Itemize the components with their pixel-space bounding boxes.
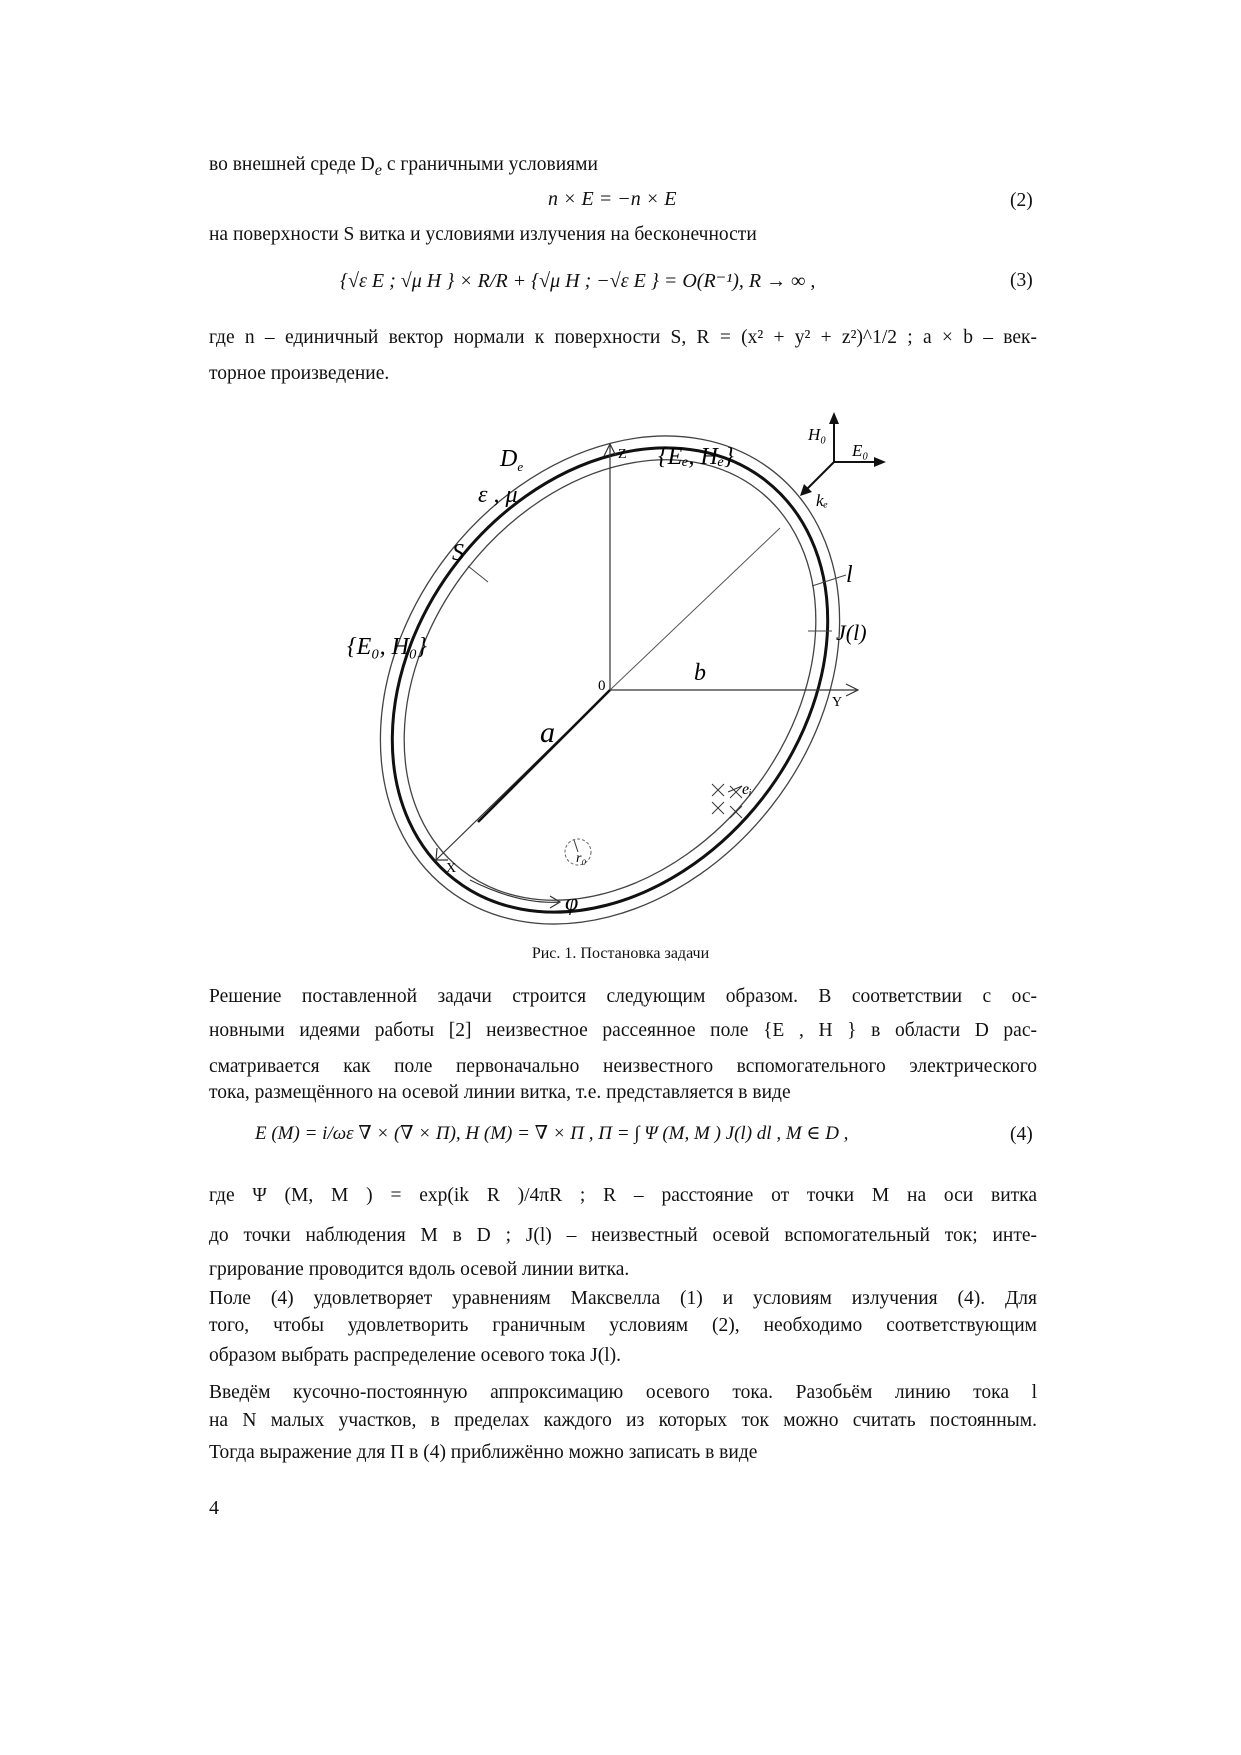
radius-a — [478, 690, 610, 822]
axial-line — [330, 410, 910, 925]
k-vector — [806, 462, 834, 490]
label-eehe: {Eₑ, Hₑ} — [658, 444, 734, 470]
p1-tail: с граничными условиями — [381, 154, 598, 175]
text-line-p4-1: Решение поставленной задачи строится следующим образом. В соответствии с ос- — [209, 986, 1037, 1007]
figure-caption: Рис. 1. Постановка задачи — [531, 945, 710, 962]
text-line-p6-3: образом выбрать распределение осевого тока J(l). — [209, 1345, 622, 1366]
label-e0h0: {E₀, H₀} — [347, 634, 427, 660]
label-de: $D_e$ — [500, 446, 524, 474]
text-line-p1 — [209, 152, 598, 183]
text-line-p2: на поверхности S витка и условиями излучения на бесконечности — [209, 224, 757, 245]
l-leader — [812, 575, 846, 586]
loop-rings — [330, 410, 910, 925]
label-origin: 0 — [598, 678, 606, 694]
label-j: J(l) — [836, 620, 867, 645]
ei-marker — [712, 784, 742, 818]
label-h0: H₀ — [808, 425, 827, 444]
label-s: S — [452, 540, 464, 566]
text-line-p3-1: где n – единичный вектор нормали к поверхности S, R = (x² + y² + z²)^1/2 ; a × b – век- — [209, 327, 1037, 348]
page-number: 4 — [209, 1497, 219, 1519]
text-line-p4-3: сматривается как поле первоначально неизвестного вспомогательного электрического — [209, 1056, 1037, 1077]
s-leader — [468, 566, 488, 582]
label-y: Y — [832, 695, 843, 710]
label-eps-mu: ε , μ — [478, 482, 518, 508]
equation-2: n × E = −n × E — [548, 188, 677, 210]
surface-inner — [330, 410, 901, 925]
equation-4: E (M) = i/ωε ∇ × (∇ × Π), H (M) = ∇ × Π , Π = ∫ Ψ (M, M ) J(l) dl , M ∈ D , — [255, 1123, 849, 1144]
equation-4-number: (4) — [1010, 1124, 1033, 1145]
p1-text: во внешней среде D — [209, 154, 375, 175]
e0-arrowhead — [874, 457, 886, 467]
label-ke: kₑ — [816, 491, 829, 510]
text-line-p7-1: Введём кусочно-постоянную аппроксимацию осевого тока. Разобьём линию тока l — [209, 1382, 1037, 1403]
text-line-p3-2: торное произведение. — [209, 363, 390, 384]
text-line-p4-2: новными идеями работы [2] неизвестное рассеянное поле {E , H } в области D рас- — [209, 1020, 1037, 1041]
text-line-p4-4: тока, размещённого на осевой линии витка, т.е. представляется в виде — [209, 1082, 791, 1103]
label-b: b — [694, 660, 706, 686]
figure-loop — [330, 410, 910, 925]
text-line-p5-1: где Ψ (M, M ) = exp(ik R )/4πR ; R – расстояние от точки M на оси витка — [209, 1185, 1037, 1206]
equation-2-number: (2) — [1010, 190, 1033, 211]
label-x: X — [446, 861, 457, 876]
label-z: Z — [618, 447, 627, 462]
equation-3-number: (3) — [1010, 270, 1033, 291]
text-line-p5-3: грирование проводится вдоль осевой линии витка. — [209, 1259, 630, 1280]
text-line-p6-2: того, чтобы удовлетворить граничным условиям (2), необходимо соответствующим — [209, 1315, 1037, 1336]
equation-3: {√ε E ; √μ H } × R/R + {√μ H ; −√ε E } = O(R⁻¹), R → ∞ , — [340, 270, 816, 292]
text-line-p6-1: Поле (4) удовлетворяет уравнениям Максвелла (1) и условиям излучения (4). Для — [209, 1288, 1037, 1309]
label-r0: r₀ — [576, 851, 587, 866]
label-a: a — [540, 716, 555, 749]
label-ei: eᵢ — [742, 781, 752, 798]
label-phi: φ — [565, 890, 579, 916]
label-l: l — [846, 562, 853, 588]
text-line-p7-2: на N малых участков, в пределах каждого из которых ток можно считать постоянным. — [209, 1410, 1037, 1431]
text-line-p7-3: Тогда выражение для Π в (4) приближённо можно записать в виде — [209, 1442, 758, 1463]
h0-arrowhead — [829, 412, 839, 424]
text-line-p5-2: до точки наблюдения M в D ; J(l) – неизвестный осевой вспомогательный ток; инте- — [209, 1225, 1037, 1246]
p1-subscript: e — [374, 160, 382, 179]
label-e0: E₀ — [852, 441, 869, 460]
